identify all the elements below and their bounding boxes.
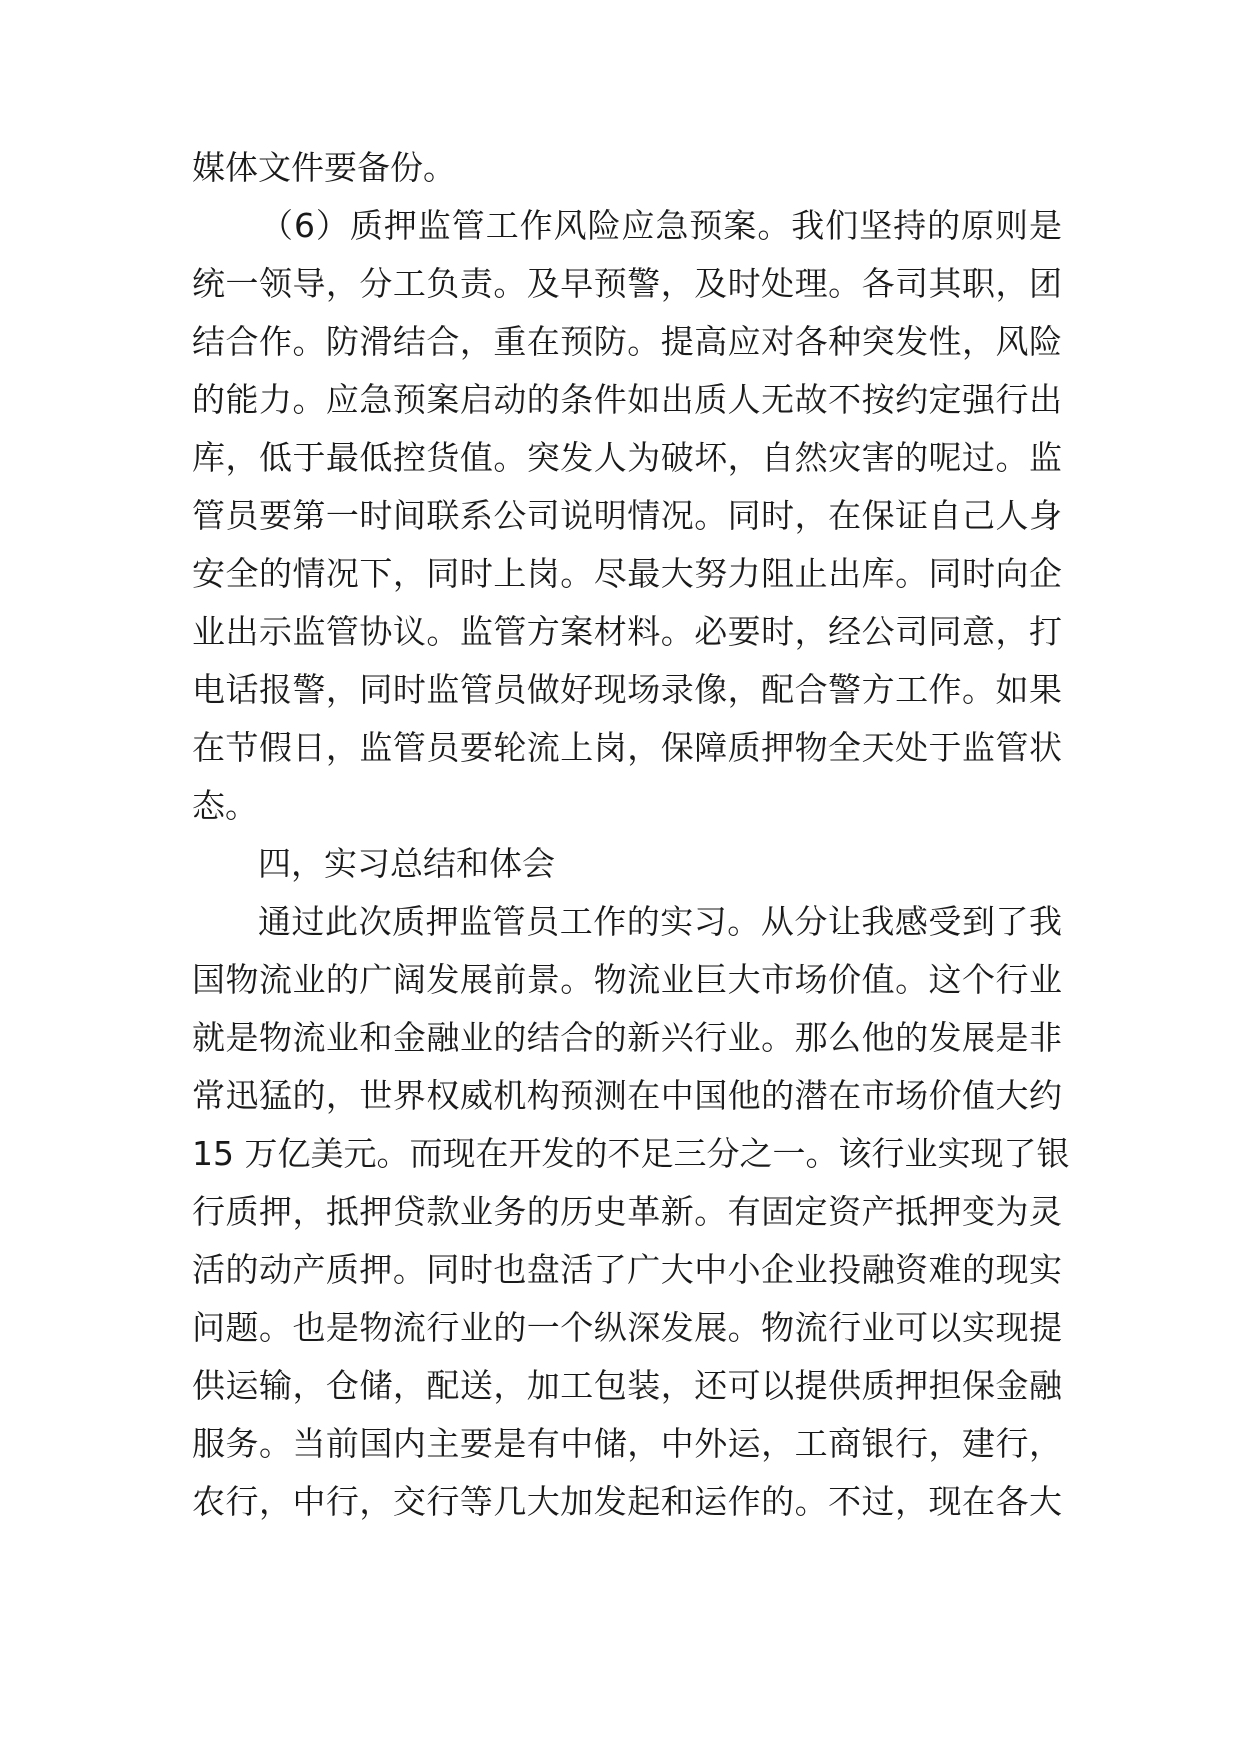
paragraph-line: 通过此次质押监管员工作的实习。从分让我感受到了我 <box>258 902 1062 941</box>
paragraph-line: 媒体文件要备份。 <box>192 148 456 187</box>
paragraph-line: 供运输，仓储，配送，加工包装，还可以提供质押担保金融 <box>192 1366 1062 1405</box>
paragraph-line: 业出示监管协议。监管方案材料。必要时，经公司同意，打 <box>192 612 1062 651</box>
paragraph-line: 库，低于最低控货值。突发人为破坏，自然灾害的呢过。监 <box>192 438 1062 477</box>
paragraph-line: 农行，中行，交行等几大加发起和运作的。不过，现在各大 <box>192 1482 1062 1521</box>
paragraph-line: 常迅猛的，世界权威机构预测在中国他的潜在市场价值大约 <box>192 1076 1062 1115</box>
paragraph-line: 行质押，抵押贷款业务的历史革新。有固定资产抵押变为灵 <box>192 1192 1062 1231</box>
paragraph-line: 电话报警，同时监管员做好现场录像，配合警方工作。如果 <box>192 670 1062 709</box>
paragraph-line: 15 万亿美元。而现在开发的不足三分之一。该行业实现了银 <box>192 1134 1070 1173</box>
paragraph-line: 结合作。防滑结合，重在预防。提高应对各种突发性，风险 <box>192 322 1062 361</box>
paragraph-line: 在节假日，监管员要轮流上岗，保障质押物全天处于监管状 <box>192 728 1062 767</box>
paragraph-line: 态。 <box>192 786 258 825</box>
paragraph-line: 的能力。应急预案启动的条件如出质人无故不按约定强行出 <box>192 380 1062 419</box>
paragraph-line: 统一领导，分工负责。及早预警，及时处理。各司其职，团 <box>192 264 1062 303</box>
paragraph-line: （6）质押监管工作风险应急预案。我们坚持的原则是 <box>260 206 1062 245</box>
paragraph-line: 国物流业的广阔发展前景。物流业巨大市场价值。这个行业 <box>192 960 1062 999</box>
paragraph-line: 服务。当前国内主要是有中储，中外运，工商银行，建行， <box>192 1424 1062 1463</box>
paragraph-line: 就是物流业和金融业的结合的新兴行业。那么他的发展是非 <box>192 1018 1062 1057</box>
paragraph-line: 问题。也是物流行业的一个纵深发展。物流行业可以实现提 <box>192 1308 1062 1347</box>
paragraph-line: 安全的情况下，同时上岗。尽最大努力阻止出库。同时向企 <box>192 554 1062 593</box>
paragraph-line: 管员要第一时间联系公司说明情况。同时，在保证自己人身 <box>192 496 1062 535</box>
section-heading: 四，实习总结和体会 <box>258 844 555 883</box>
paragraph-line: 活的动产质押。同时也盘活了广大中小企业投融资难的现实 <box>192 1250 1062 1289</box>
